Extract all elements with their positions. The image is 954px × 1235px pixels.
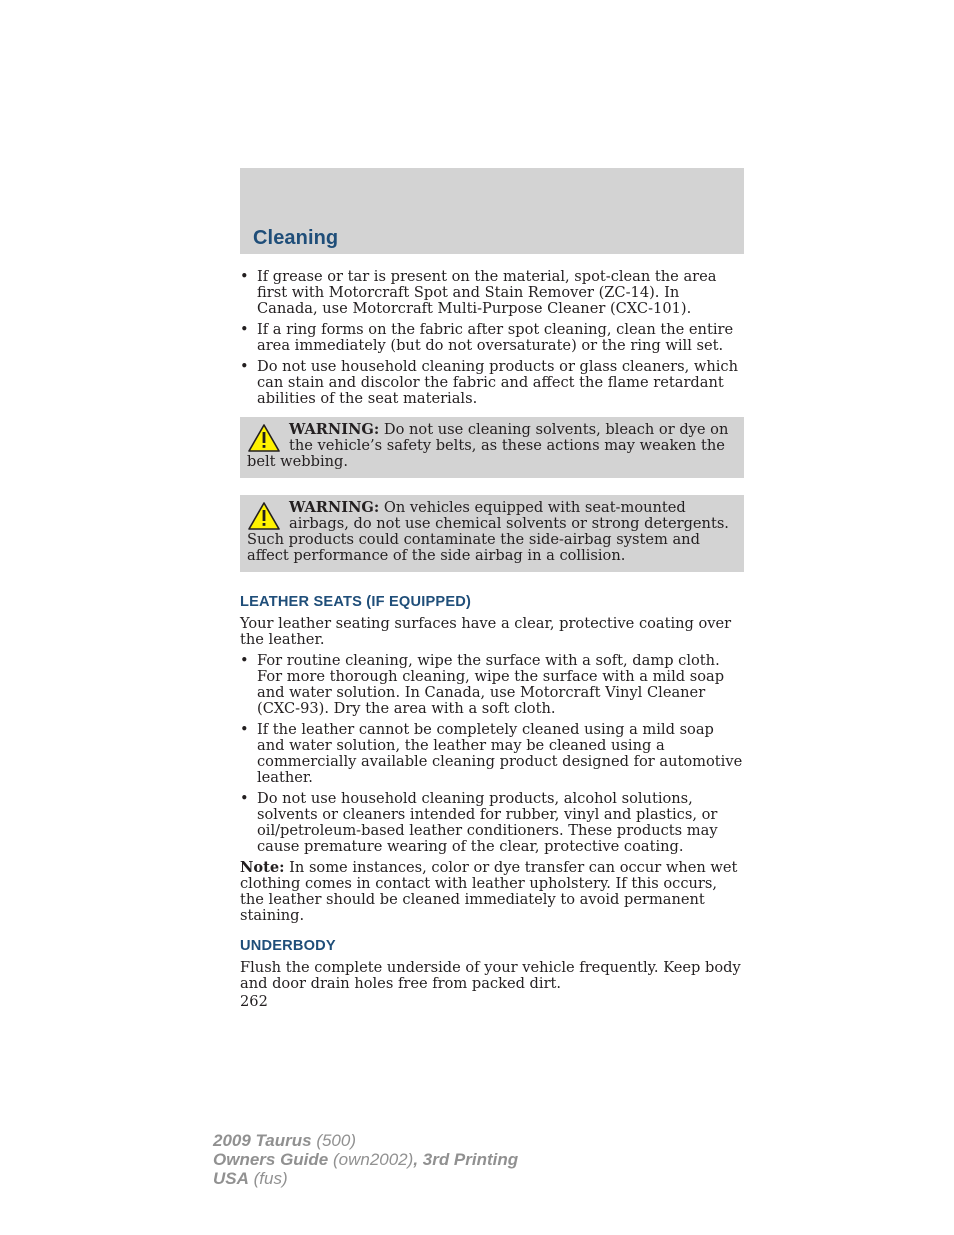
page-number: 262 — [240, 993, 268, 1010]
footer-line-2 — [213, 1150, 518, 1169]
document-footer — [213, 1131, 518, 1188]
warning-text: On vehicles equipped with seat-mounted airbags, do not use chemical solvents or strong detergents. Such products could contaminate the side-airbag system and affect performance of the side airbag in a collision. — [247, 499, 729, 564]
fabric-bullet-list — [240, 269, 744, 407]
list-item-text: If grease or tar is present on the material, spot-clean the area first with Motorcraft Spot and Stain Remover (ZC-14). In Canada, use Motorcraft Multi-Purpose Cleaner (CXC-101). — [257, 268, 717, 317]
list-item — [240, 322, 744, 354]
footer-line-1 — [213, 1131, 518, 1150]
list-item-text: Do not use household cleaning products or glass cleaners, which can stain and discolor the fabric and affect the flame retardant abilities of the seat materials. — [257, 358, 738, 407]
footer-printing: , 3rd Printing — [413, 1150, 519, 1169]
list-item-text: Do not use household cleaning products, alcohol solutions, solvents or cleaners intended for rubber, vinyl and plastics, or oil/petroleum-based leather conditioners. These products may cause premature wearing of the clear, protective coating. — [257, 790, 718, 855]
bullet-glyph: • — [240, 268, 249, 285]
bullet-glyph: • — [240, 321, 249, 338]
warning-triangle-icon — [247, 501, 281, 531]
leather-bullet-list — [240, 653, 744, 855]
note-text: In some instances, color or dye transfer can occur when wet clothing comes in contact with leather upholstery. If this occurs, the leather should be cleaned immediately to avoid permanent staining. — [240, 859, 738, 924]
warning-label: WARNING: — [289, 499, 380, 516]
bullet-glyph: • — [240, 358, 249, 375]
list-item-text: If a ring forms on the fabric after spot cleaning, clean the entire area immediately (but do not oversaturate) or the ring will set. — [257, 321, 734, 354]
list-item — [240, 653, 744, 717]
list-item — [240, 722, 744, 786]
footer-model: 2009 Taurus — [213, 1131, 312, 1150]
header-band — [240, 168, 744, 254]
footer-model-code: (500) — [311, 1131, 357, 1150]
footer-guide: Owners Guide — [213, 1150, 329, 1169]
list-item — [240, 791, 744, 855]
warning-label: WARNING: — [289, 421, 380, 438]
note-label: Note: — [240, 859, 285, 876]
page-content — [240, 269, 744, 1010]
list-item — [240, 359, 744, 407]
warning-box-airbags — [240, 495, 744, 572]
list-item — [240, 269, 744, 317]
leather-seats-heading: LEATHER SEATS (IF EQUIPPED) — [240, 594, 472, 610]
warning-box-safety-belts — [240, 417, 744, 478]
warning-text: Do not use cleaning solvents, bleach or dye on the vehicle’s safety belts, as these actions may weaken the belt webbing. — [247, 421, 729, 470]
footer-line-3 — [213, 1169, 518, 1188]
list-item-text: If the leather cannot be completely cleaned using a mild soap and water solution, the leather may be cleaned using a commercially available cleaning product designed for automotive leather. — [257, 721, 743, 786]
leather-intro: Your leather seating surfaces have a clear, protective coating over the leather. — [240, 615, 732, 648]
section-title: Cleaning — [253, 227, 339, 249]
warning-triangle-icon — [247, 423, 281, 453]
bullet-glyph: • — [240, 652, 249, 669]
underbody-heading: UNDERBODY — [240, 938, 336, 954]
leather-note — [240, 860, 744, 924]
bullet-glyph: • — [240, 721, 249, 738]
footer-guide-code: (own2002) — [328, 1150, 414, 1169]
underbody-text: Flush the complete underside of your vehicle frequently. Keep body and door drain holes free from packed dirt. — [240, 959, 741, 992]
list-item-text: For routine cleaning, wipe the surface with a soft, damp cloth. For more thorough cleaning, wipe the surface with a mild soap and water solution. In Canada, use Motorcraft Vinyl Cleaner (CXC-93). Dry the area with a soft cloth. — [257, 652, 725, 717]
footer-market: USA — [213, 1169, 249, 1188]
footer-market-code: (fus) — [248, 1169, 288, 1188]
bullet-glyph: • — [240, 790, 249, 807]
